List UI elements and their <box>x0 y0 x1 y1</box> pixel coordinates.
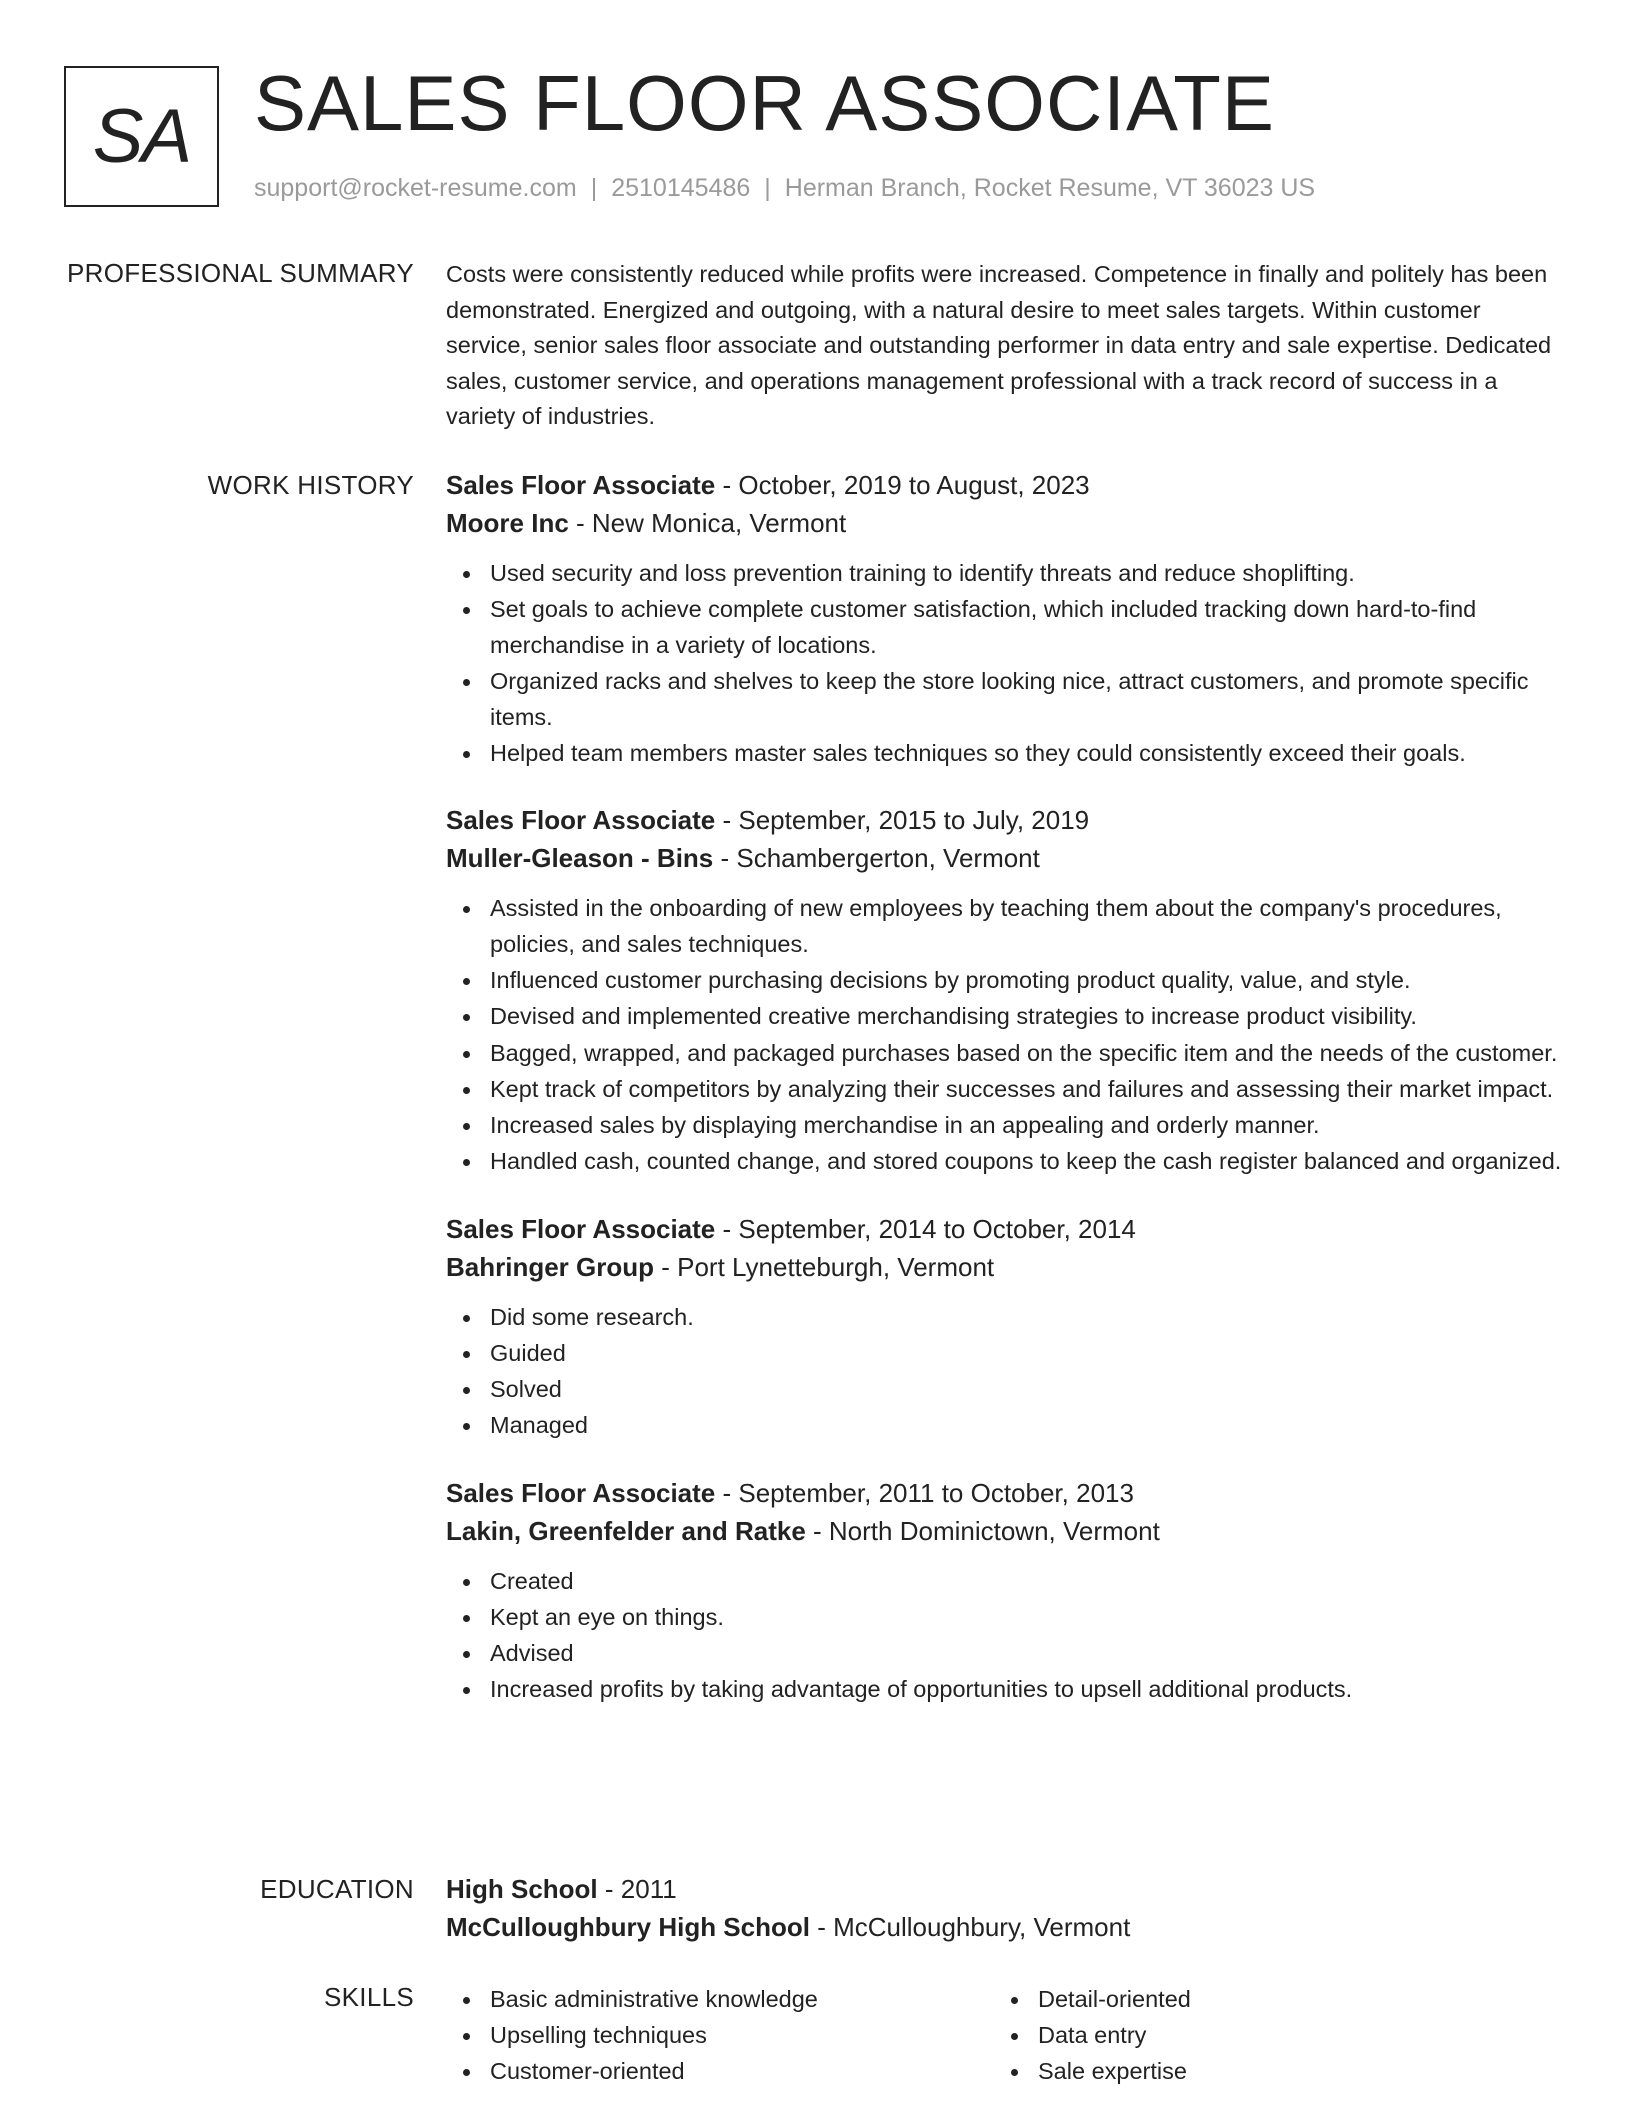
job-bullet: Solved <box>446 1372 1566 1408</box>
job-bullets <box>446 891 1566 1179</box>
job-bullet: Advised <box>446 1636 1566 1672</box>
job-title-line <box>446 466 1566 504</box>
job-company-line <box>446 1248 1566 1286</box>
job-entry <box>446 1210 1566 1444</box>
job-bullet: Guided <box>446 1336 1566 1372</box>
job-company: Lakin, Greenfelder and Ratke <box>446 1515 806 1546</box>
job-company-line <box>446 504 1566 542</box>
education-entry <box>446 1870 1566 1946</box>
job-company: Bahringer Group <box>446 1251 655 1282</box>
job-bullet: Influenced customer purchasing decisions by promoting product quality, value, and style. <box>446 963 1566 999</box>
job-bullet: Used security and loss prevention training to identify threats and reduce shoplifting. <box>446 556 1566 592</box>
job-dates: - September, 2015 to July, 2019 <box>715 805 1090 836</box>
job-title-line <box>446 801 1566 839</box>
job-company-line <box>446 1512 1566 1550</box>
job-bullet: Kept an eye on things. <box>446 1600 1566 1636</box>
job-company: Muller-Gleason - Bins <box>446 843 714 874</box>
contact-line <box>254 174 1315 203</box>
job-bullet: Set goals to achieve complete customer satisfaction, which included tracking down hard-to-find merchandise in a variety of locations. <box>446 592 1566 663</box>
job-company: Moore Inc <box>446 508 569 538</box>
job-bullet: Did some research. <box>446 1300 1566 1336</box>
education-school: McCulloughbury High School <box>446 1912 810 1942</box>
section-label-summary: PROFESSIONAL SUMMARY <box>67 258 414 288</box>
job-dates: - October, 2019 to August, 2023 <box>715 470 1090 500</box>
job-title-line <box>446 1474 1566 1512</box>
job-bullet: Created <box>446 1564 1566 1600</box>
section-label-work-history: WORK HISTORY <box>207 470 414 500</box>
job-location: - Port Lynetteburgh, Vermont <box>654 1251 995 1282</box>
job-bullet: Increased sales by displaying merchandise in an appealing and orderly manner. <box>446 1108 1566 1144</box>
summary-text: Costs were consistently reduced while profits were increased. Competence in finally and politely has been demonstrated. Energized and outgoing, with a natural desire to meet sales targets. Within customer service, senior sales floor associate and outstanding performer in data entry and sale expertise. Dedicated sales, customer service, and operations management professional with a track record of success in a variety of industries. <box>446 261 1552 430</box>
education-year: - 2011 <box>597 1874 677 1904</box>
contact-address: Herman Branch, Rocket Resume, VT 36023 US <box>784 174 1316 202</box>
job-bullet: Assisted in the onboarding of new employees by teaching them about the company's procedures, policies, and sales techniques. <box>446 891 1566 962</box>
job-bullet: Helped team members master sales techniques so they could consistently exceed their goals. <box>446 736 1566 772</box>
skill-item: Sale expertise <box>994 2054 1542 2090</box>
contact-separator: | <box>764 174 771 202</box>
job-title-line <box>446 1210 1566 1248</box>
job-location: - Schambergerton, Vermont <box>713 843 1040 874</box>
skills-grid <box>446 1982 1566 2091</box>
skill-item: Basic administrative knowledge <box>446 1982 994 2018</box>
skill-item: Data entry <box>994 2018 1542 2054</box>
job-dates: - September, 2014 to October, 2014 <box>715 1213 1136 1244</box>
section-label-skills: SKILLS <box>324 1982 414 2012</box>
skill-item: Upselling techniques <box>446 2018 994 2054</box>
job-location: - North Dominictown, Vermont <box>805 1515 1160 1546</box>
job-bullet: Increased profits by taking advantage of opportunities to upsell additional products. <box>446 1672 1566 1708</box>
education-school-line <box>446 1908 1566 1946</box>
resume-header <box>64 59 1584 212</box>
resume-title: SALES FLOOR ASSOCIATE <box>254 59 1275 147</box>
education-degree-line <box>446 1870 1566 1908</box>
job-bullet: Devised and implemented creative merchandising strategies to increase product visibility. <box>446 999 1566 1035</box>
monogram-box: SA <box>64 66 219 207</box>
education-location: - McCulloughbury, Vermont <box>809 1912 1131 1942</box>
education-degree: High School <box>446 1874 598 1904</box>
skills-list <box>446 1982 994 2090</box>
contact-separator: | <box>590 174 598 202</box>
job-entry <box>446 466 1566 771</box>
job-bullet: Organized racks and shelves to keep the store looking nice, attract customers, and promote specific items. <box>446 664 1566 735</box>
skills-list <box>994 1982 1542 2090</box>
job-bullets <box>446 556 1566 771</box>
job-company-line <box>446 839 1566 877</box>
skill-item: Detail-oriented <box>994 1982 1542 2018</box>
skill-item: Customer-oriented <box>446 2054 994 2090</box>
contact-phone: 2510145486 <box>611 174 751 202</box>
job-entry <box>446 801 1566 1179</box>
job-title: Sales Floor Associate <box>446 805 716 836</box>
skills-column-right <box>994 1982 1542 2091</box>
job-bullet: Managed <box>446 1408 1566 1444</box>
contact-email: support@rocket-resume.com <box>254 174 577 202</box>
job-title: Sales Floor Associate <box>446 1213 716 1244</box>
job-bullet: Bagged, wrapped, and packaged purchases based on the specific item and the needs of the customer. <box>446 1036 1566 1072</box>
job-location: - New Monica, Vermont <box>568 508 847 538</box>
job-bullet: Handled cash, counted change, and stored coupons to keep the cash register balanced and organized. <box>446 1144 1566 1180</box>
job-title: Sales Floor Associate <box>446 1477 716 1508</box>
job-bullets <box>446 1300 1566 1444</box>
section-label-education: EDUCATION <box>260 1874 414 1904</box>
job-bullets <box>446 1564 1566 1708</box>
job-dates: - September, 2011 to October, 2013 <box>715 1477 1134 1508</box>
work-history-list <box>446 466 1566 1709</box>
skills-column-left <box>446 1982 994 2091</box>
job-bullet: Kept track of competitors by analyzing their successes and failures and assessing their market impact. <box>446 1072 1566 1108</box>
job-entry <box>446 1474 1566 1708</box>
job-title: Sales Floor Associate <box>446 470 716 500</box>
